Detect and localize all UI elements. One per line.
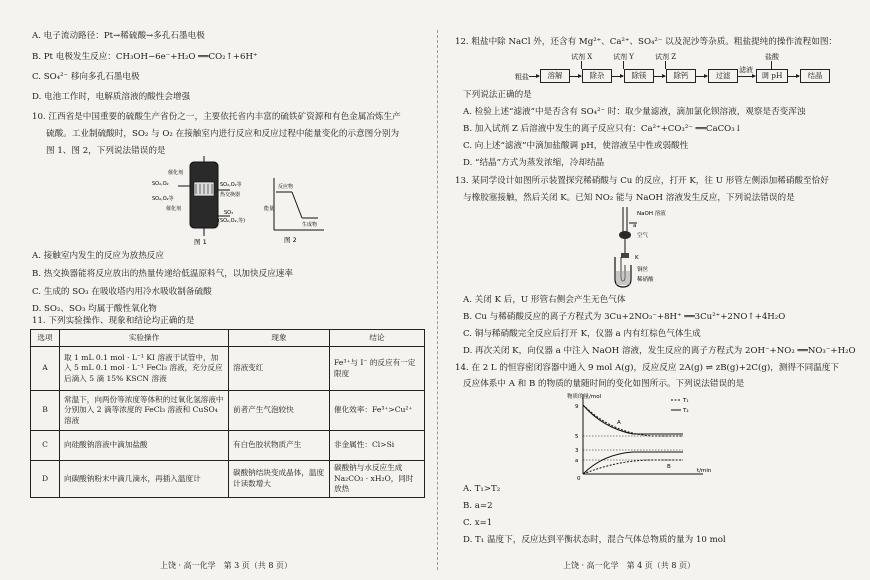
fig1-label-so2-o2-out: SO₂,O₂等 [220,182,242,188]
row-operation: 常温下，向两份等浓度等体积的过氧化氢溶液中分别加入 2 滴等浓度的 FeCl₃ 溶液和 CuSO₄ 溶液 [60,391,229,431]
apparatus-label-k: K [635,255,639,261]
fig1-label-so3: SO₃ [224,210,234,216]
graph-legend-t2: T₂ [683,408,689,414]
row-operation: 向碳酸钠粉末中滴几滴水，再插入温度计 [60,461,229,498]
reagent-z-line [665,61,666,69]
fig1-label-so2-o2-etc: (SO₂,O₂,等) [218,218,246,224]
graph-ylabel: 物质的量/mol [567,394,602,400]
reagent-hcl-label: 盐酸 [765,53,779,61]
q12-option-d: D. “结晶”方式为蒸发浓缩，冷却结晶 [463,158,605,168]
graph-origin: 0 [577,476,581,480]
q14-option-b: B. a=2 [463,501,493,511]
q10-option-b: B. 热交换器能将反应放出的热量传递给低温原料气，以加快反应速率 [32,269,293,279]
graph-xlabel: t/min [697,468,712,474]
row-phenomenon: 溶液变红 [229,347,330,391]
row-phenomenon: 前者产生气泡较快 [229,391,330,431]
flow-start-label: 粗盐 [515,73,529,81]
q14-option-c: C. x=1 [463,518,493,528]
fig1-label-so2-o2-in: SO₂,O₂ [152,181,169,187]
table-row [31,431,425,461]
apparatus-label-naoh: NaOH 溶液 [637,211,666,217]
flow-step-dissolve: 溶解 [540,69,570,83]
row-phenomenon: 有白色胶状物质产生 [229,431,330,461]
graph-ytick-9: 9 [575,404,579,410]
reagent-y-label: 试剂 Y [613,53,634,61]
flow-arrow [787,76,799,77]
reagent-hcl-line [771,61,772,69]
q13-option-b: B. Cu 与稀硝酸反应的离子方程式为 3Cu+2NO₃⁻+8H⁺ ══3Cu²⁺+2NO↑+4H₂O [463,312,786,322]
table-header: 实验操作 [60,330,229,347]
row-conclusion: 催化效率：Fe³⁺>Cu²⁺ [330,391,425,431]
table-header-row [31,330,425,347]
table-row [31,391,425,431]
flow-arrow [695,76,707,77]
q10-option-a: A. 接触室内发生的反应为放热反应 [32,251,164,261]
table-header: 结论 [330,330,425,347]
flow-arrow [737,76,755,77]
q10-option-c: C. 生成的 SO₃ 在吸收塔内用冷水吸收制备硫酸 [32,287,212,297]
right-page [443,0,870,580]
table-row [31,461,425,498]
q13-option-a: A. 关闭 K 后，U 形管右侧会产生无色气体 [463,295,626,305]
q9-option-d: D. 电池工作时，电解质溶液的酸性会增强 [32,92,191,102]
row-conclusion: 碳酸钠与水反应生成 Na₂CO₃ · xH₂O，同时放热 [330,461,425,498]
flow-arrow [569,76,581,77]
q14-option-a: A. T₁>T₂ [463,484,501,494]
q9-option-a: A. 电子流动路径：Pt→稀硫酸→多孔石墨电极 [32,31,205,41]
q9-option-c: C. SO₄²⁻ 移向多孔石墨电极 [32,72,140,82]
fig1-caption: 图 1 [194,238,207,246]
fig1-label-catalyst-top: 催化剂 [168,170,184,176]
q11-stem: 11. 下列实验操作、现象和结论均正确的是 [32,316,195,326]
purification-flowchart [443,50,870,90]
q13-stem-1: 13. 某同学设计如图所示装置探究稀硝酸与 Cu 的反应，打开 K，往 U 形管左侧添加稀硝酸至恰好 [455,176,829,186]
q10-stem-1: 10. 江西省是中国重要的硫酸生产省份之一，主要依托省内丰富的硫铁矿资源和有色金属冶炼生产 [32,112,401,122]
q10-stem-3: 图 1、图 2，下列说法错误的是 [46,146,166,156]
graph-ytick-3: 3 [575,448,579,454]
flow-step-remove-ca: 除钙 [666,69,696,83]
fig1-label-heat-exchanger: 热交换器 [220,192,241,198]
apparatus-label-a: a [633,223,637,229]
graph-curve-b-label: B [667,464,671,470]
fig2-label-energy: 能量 [264,206,275,212]
fig2-label-product: 生成物 [302,222,318,228]
table-row [31,347,425,391]
graph-ytick-5: 5 [575,434,579,440]
row-conclusion: Fe³⁺与 I⁻ 的反应有一定限度 [330,347,425,391]
reagent-x-line [581,61,582,69]
q12-option-b: B. 加入试剂 Z 后溶液中发生的离子反应只有：Ca²⁺+CO₃²⁻ ══CaCO₃↓ [463,124,742,134]
flow-arrow [653,76,665,77]
row-phenomenon: 碳酸钠结块变成晶体，温度计读数增大 [229,461,330,498]
table-header: 现象 [229,330,330,347]
apparatus-label-copper: 铜丝 [637,267,649,273]
graph-curve-a-label: A [617,420,621,426]
row-operation: 向硅酸钠溶液中滴加盐酸 [60,431,229,461]
fig2-label-reactant: 反应物 [278,184,294,190]
q13-option-d: D. 再次关闭 K，向仪器 a 中注入 NaOH 溶液，发生反应的离子方程式为 2OH⁻+NO₂ ══NO₃⁻+H₂O [463,346,856,356]
graph-ytick-a: a [575,458,579,464]
u-tube-apparatus [593,205,703,290]
row-option: C [31,431,60,461]
reagent-z-label: 试剂 Z [655,53,677,61]
q9-option-b: B. Pt 电极发生反应：CH₃OH−6e⁻+H₂O ══CO₂↑+6H⁺ [32,52,258,62]
left-page-footer: 上饶 · 高一化学 第 3 页（共 8 页） [160,561,292,570]
q14-option-d: D. T₁ 温度下，反应达到平衡状态时，混合气体总物质的量为 10 mol [463,535,726,545]
table-header: 选项 [31,330,60,347]
flow-filtrate-label: 滤液 [739,66,753,74]
graph-legend-t1: T₁ [683,398,689,404]
row-option: D [31,461,60,498]
q12-option-c: C. 向上述“滤液”中滴加盐酸调 pH，使溶液呈中性或弱酸性 [463,141,689,151]
row-conclusion: 非金属性：Cl>Si [330,431,425,461]
q10-stem-2: 硫酸。工业制硫酸时，SO₂ 与 O₂ 在接触室内进行反应和反应过程中能量变化的示意图分别为 [46,129,400,139]
q13-option-c: C. 铜与稀硝酸完全反应后打开 K，仪器 a 内有红棕色气体生成 [463,329,701,339]
flow-arrow [611,76,623,77]
flow-step-adjust-ph: 调 pH [756,69,788,83]
reagent-y-line [623,61,624,69]
flow-step-crystallize: 结晶 [800,69,830,83]
q14-stem-2: 反应体系中 A 和 B 的物质的量随时间的变化如图所示。下列说法错误的是 [463,379,745,389]
q10-option-d: D. SO₂、SO₃ 均属于酸性氧化物 [32,304,157,314]
fig2-caption: 图 2 [284,236,297,244]
q12-stem: 12. 粗盐中除 NaCl 外，还含有 Mg²⁺、Ca²⁺、SO₄²⁻ 以及泥沙等杂质。粗盐提纯的操作流程如图： [455,37,838,47]
row-option: B [31,391,60,431]
q12-option-a: A. 检验上述“滤液”中是否含有 SO₄²⁻ 时：取少量滤液，滴加氯化钡溶液，观察是否变浑浊 [463,107,806,117]
flow-step-remove-mg: 除镁 [624,69,654,83]
flow-step-filter: 过滤 [708,69,738,83]
experiment-table [30,329,425,498]
page-divider [437,30,438,570]
q14-stem-1: 14. 在 2 L 的恒容密闭容器中通入 9 mol A(g)，反应反应 2A(g) ⇌ zB(g)+2C(g)，测得不同温度下 [455,363,839,373]
reagent-x-label: 试剂 X [571,53,593,61]
right-page-footer: 上饶 · 高一化学 第 4 页（共 8 页） [563,561,695,570]
apparatus-label-air: 空气 [637,233,649,239]
q13-stem-2: 与橡胶塞接触，然后关闭 K。已知 NO₂ 能与 NaOH 溶液发生反应，下列说法错误的是 [463,193,795,203]
flow-arrow [529,76,539,77]
row-operation: 取 1 mL 0.1 mol · L⁻¹ KI 溶液于试管中，加入 5 mL 0.1 mol · L⁻¹ FeCl₃ 溶液，充分反应后滴入 5 滴 15% KSCN 溶液 [60,347,229,391]
row-option: A [31,347,60,391]
fig1-label-feed: SO₂,O₂等 [152,196,174,202]
q12-prompt: 下列说法正确的是 [463,90,532,100]
fig1-label-catalyst-bottom: 催化剂 [166,206,182,212]
contact-chamber-figure [150,156,260,246]
apparatus-label-nitric-acid: 稀硝酸 [637,277,654,283]
amount-time-graph [563,390,723,480]
energy-diagram-figure [262,174,332,246]
flow-step-remove-impurity: 除杂 [582,69,612,83]
